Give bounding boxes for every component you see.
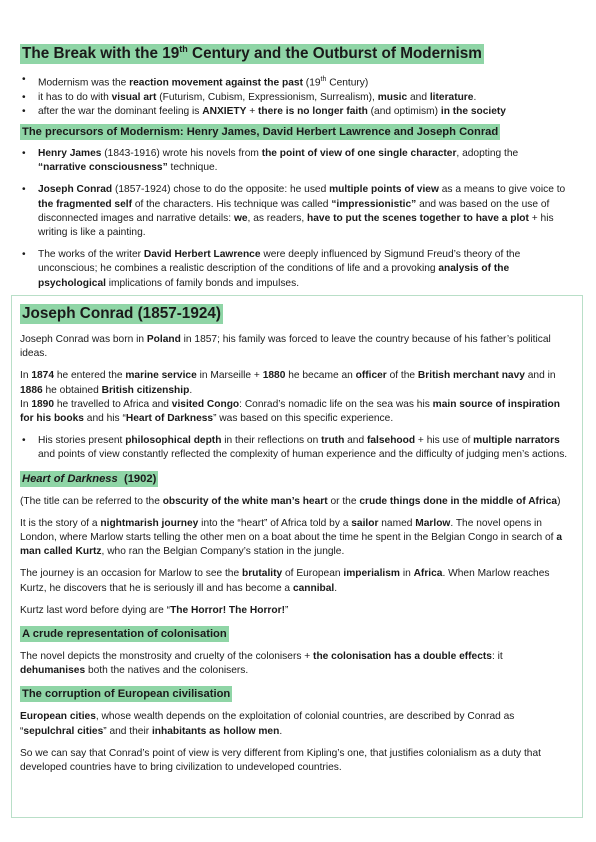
paragraph: Joseph Conrad was born in Poland in 1857; his family was forced to leave the country because of his father’s political ideas. [20,334,551,360]
paragraph: Kurtz last word before dying are “The Horror! The Horror!” [20,604,289,616]
paragraph: (The title can be referred to the obscurity of the white man’s heart or the crude things done in the middle of Africa) [20,495,561,507]
precursors-heading: The precursors of Modernism: Henry James, David Herbert Lawrence and Joseph Conrad [22,126,499,138]
list-item: • it has to do with visual art (Futurism, Cubism, Expressionism, Surrealism), music and literature. [20,91,565,105]
heart-of-darkness-heading: Heart of Darkness (1902) [22,472,157,485]
paragraph: It is the story of a nightmarish journey into the “heart” of Africa told by a sailor named Marlow. The novel opens in London, where Marlow starts telling the other men on a boat about the time he spent in the Belgian Congo in search of a man called Kurtz, who ran the Belgian Company’s station in the jungle. [20,517,562,558]
paragraph: So we can say that Conrad’s point of view is very different from Kipling’s one, that justifies colonialism as a duty that developed countries have to bring civilization to undeveloped countries. [20,747,541,774]
paragraph: The journey is an occasion for Marlow to see the brutality of European imperialism in Africa. When Marlow reaches Kurtz, he discovers that he is seriously ill and has become a cannibal. [20,568,550,594]
paragraph: The novel depicts the monstrosity and cruelty of the colonisers + the colonisation has a double effects: it dehumanises both the natives and the colonisers. [20,651,503,677]
conrad-heading: Joseph Conrad (1857-1924) [22,305,221,322]
list-item: • The works of the writer David Herbert Lawrence were deeply influenced by Sigmund Freud’s theory of the unconscious; he combines a realistic description of the conditions of life and a provoking analysis of the psychological implications of family bonds and impulses. [20,248,568,291]
paragraph: European cities, whose wealth depends on the exploitation of colonial countries, are described by Conrad as “sepulchral cities” and their inhabitants as hollow men. [20,711,515,737]
intro-list [20,73,565,119]
precursors-list [20,147,568,299]
conrad-content [20,304,570,783]
list-item: • His stories present philosophical depth in their reflections on truth and falsehood + his use of multiple narrators and points of view constantly reflected the complexity of human experience and the difficulty of judging men’s actions. [20,434,570,462]
list-item: • after the war the dominant feeling is ANXIETY + there is no longer faith (and optimism) in the society [20,105,565,119]
list-item: • Henry James (1843-1916) wrote his novels from the point of view of one single character, adopting the “narrative consciousness” technique. [20,147,568,175]
corruption-heading: The corruption of European civilisation [22,688,231,701]
paragraph: In 1874 he entered the marine service in Marseille + 1880 he became an officer of the British merchant navy and in 1886 he obtained British citizenship. In 1890 he travelled to Africa and visited Congo: Conrad’s nomadic life on the sea was his main source of inspiration for his books and his “Heart of Darkness” was based on this specific experience. [20,370,561,425]
conrad-box [11,295,583,818]
list-item: • Joseph Conrad (1857-1924) chose to do the opposite: he used multiple points of view as a means to give voice to the fragmented self of the characters. His technique was called “impressionistic” and was based on the use of disconnected images and narrative details: we, as readers, have to put the scenes together to have a plot + his writing is like a painting. [20,183,568,240]
colonisation-heading: A crude representation of colonisation [22,628,227,641]
conrad-bullet-list [20,434,570,462]
list-item: • Modernism was the reaction movement against the past (19th Century) [20,73,565,91]
page-title: The Break with the 19th Century and the Outburst of Modernism [22,43,482,62]
